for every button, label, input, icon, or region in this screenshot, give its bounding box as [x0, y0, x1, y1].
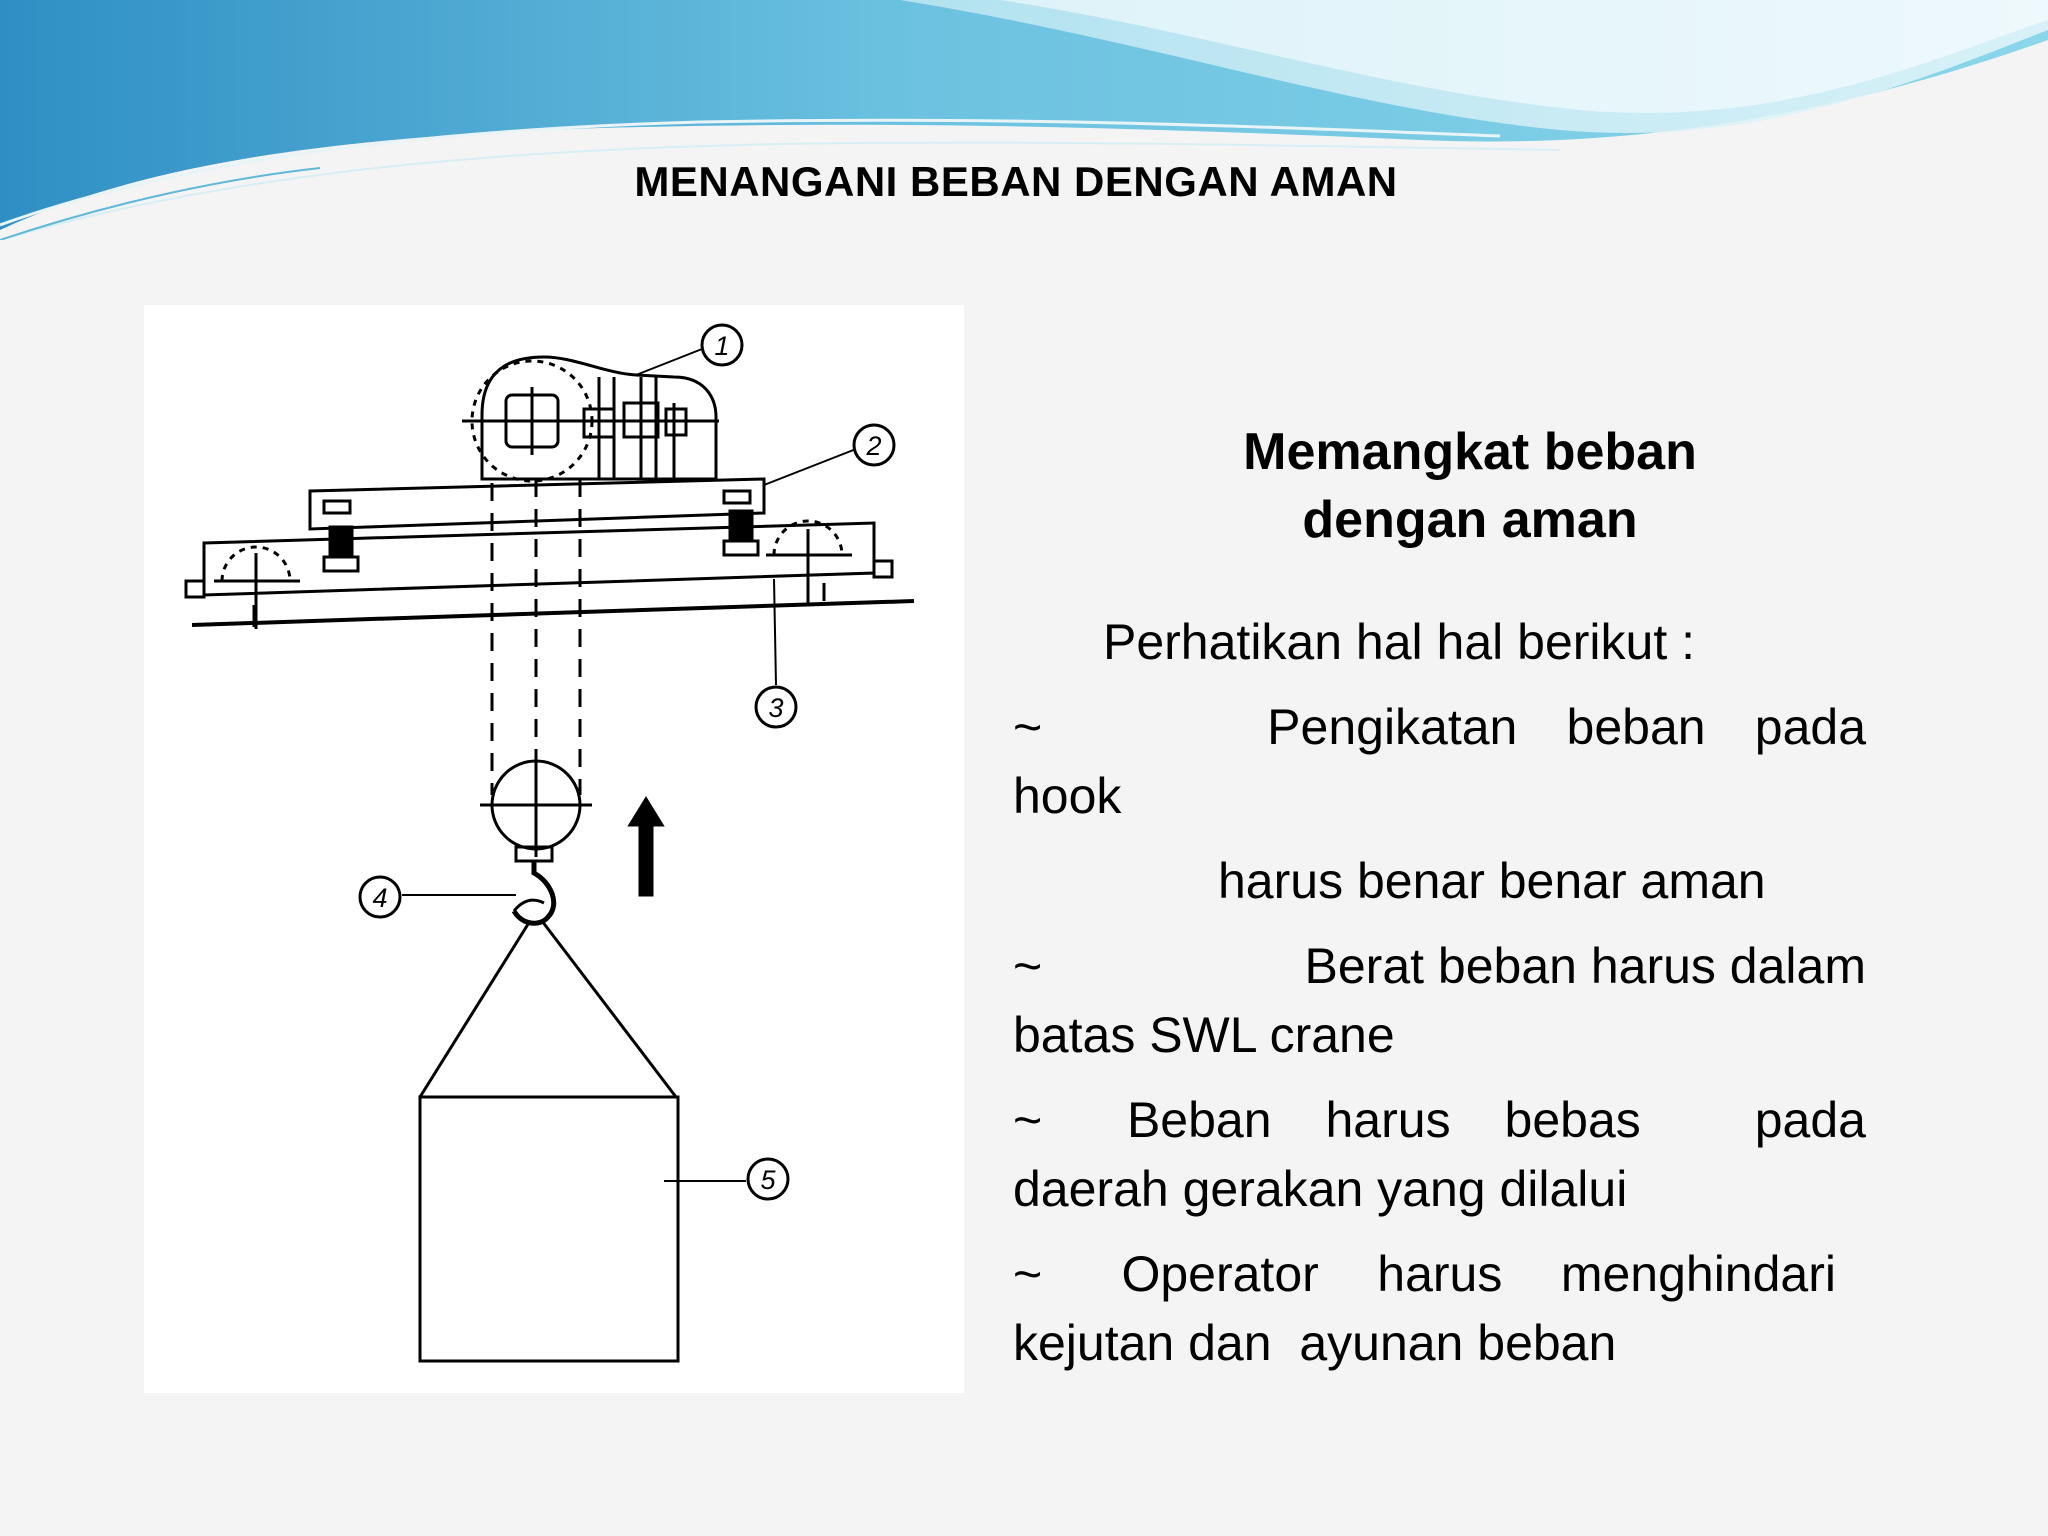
sling-right	[542, 921, 676, 1097]
load-box	[420, 1097, 678, 1361]
bullet-3-line-2: daerah gerakan yang dilalui	[1013, 1161, 1628, 1217]
bullet-marker: ~	[1013, 938, 1043, 994]
bullet-4-line-2: kejutan dan ayunan beban	[1013, 1315, 1617, 1371]
bullet-3-line-1: ~ Beban harus bebas pada	[1013, 1086, 1866, 1155]
sling-left	[420, 921, 530, 1097]
content-heading	[1160, 418, 1780, 554]
callout-label-4: 4	[372, 883, 388, 913]
lifting-hook	[514, 861, 554, 923]
crane-diagram-panel	[144, 305, 964, 1393]
bullet-marker: ~	[1013, 1246, 1043, 1302]
callout-label-5: 5	[760, 1165, 776, 1195]
content-body	[1013, 608, 1866, 1378]
heading-line-2: dengan aman	[1302, 491, 1638, 549]
bullet-marker: ~	[1013, 699, 1043, 755]
crane-diagram	[144, 305, 964, 1393]
callout-label-1: 1	[714, 331, 730, 361]
bullet-4-line-1: ~ Operator harus menghindari	[1013, 1240, 1866, 1309]
bullet-2-line-1: ~ Berat beban harus dalam	[1013, 932, 1866, 1001]
lift-direction-arrow	[630, 799, 662, 895]
slide-title: MENANGANI BEBAN DENGAN AMAN	[634, 158, 1398, 205]
bullet-2-line-2: batas SWL crane	[1013, 1007, 1395, 1063]
heading-line-1: Memangkat beban	[1243, 423, 1697, 481]
bullet-marker: ~	[1013, 1092, 1043, 1148]
intro-text: Perhatikan hal hal berikut :	[1103, 614, 1696, 670]
bullet-1-line-3: harus benar benar aman	[1218, 853, 1766, 909]
bullet-1-line-2: hook	[1013, 768, 1122, 824]
callout-label-3: 3	[768, 693, 784, 723]
callout-label-2: 2	[866, 431, 882, 461]
bullet-1-line-1: ~ Pengikatan beban pada	[1013, 693, 1866, 762]
